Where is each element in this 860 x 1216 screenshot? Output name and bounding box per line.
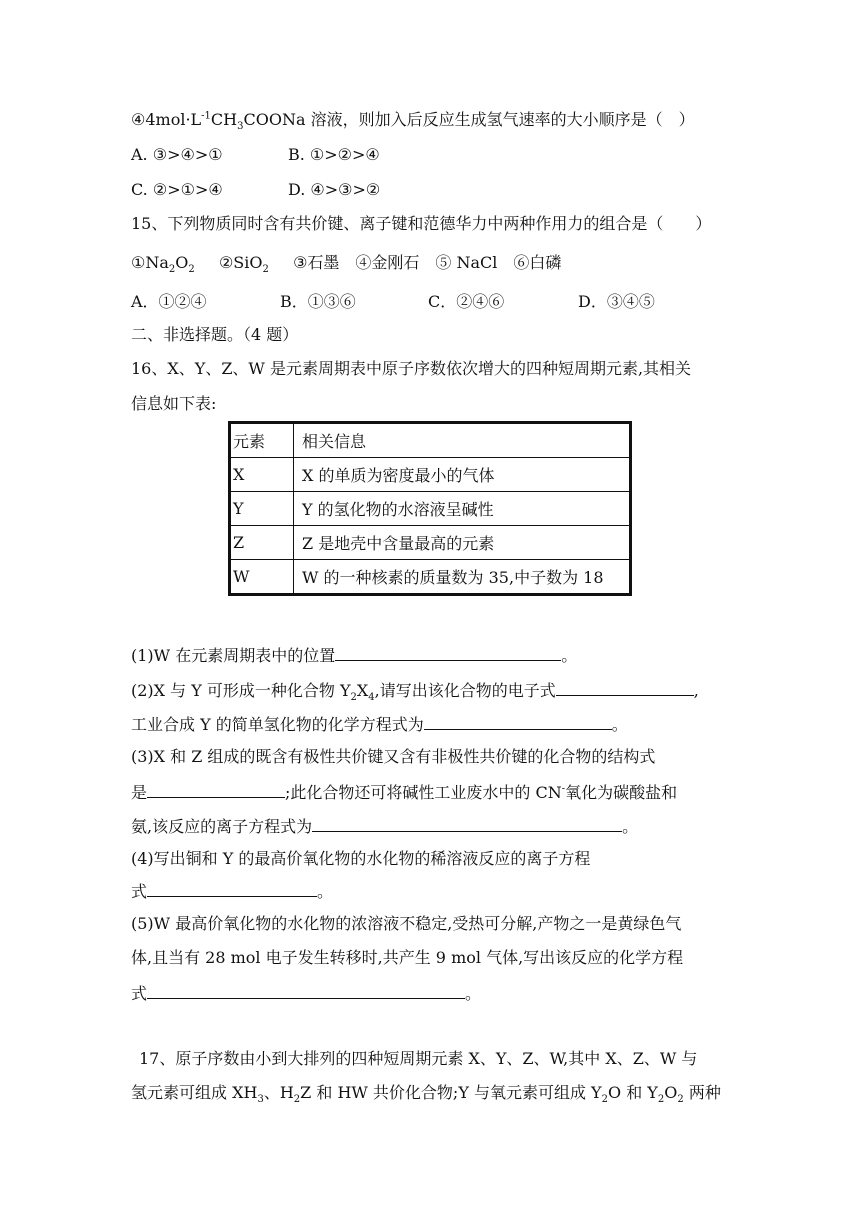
q15-option-a: A．①②④ [131, 292, 207, 311]
q15-option-d: D．③④⑤ [578, 292, 655, 311]
answer-blank[interactable] [147, 781, 285, 798]
q14-line: $④4mol\cdot L^{-1}CH_3COONa$ 溶液，则加入后反应生成氢气速率的大小顺序是（ ） [131, 110, 695, 133]
answer-blank[interactable] [147, 880, 317, 897]
q15-items: $①Na_2O_2$ ②SiO$_2$ ③石墨 ④金刚石 ⑤ NaCl ⑥白磷 [131, 253, 562, 276]
q17-line1: 17、原子序数由小到大排列的四种短周期元素 X、Y、Z、W,其中 X、Z、W 与 [139, 1049, 698, 1068]
table-row [230, 492, 631, 526]
table-cell: Z [230, 526, 294, 560]
q14-option-b: B. ①>②>④ [288, 145, 380, 164]
q14-option-a: A. ③>④>① [131, 145, 223, 164]
q16-part4b: 式 。 [131, 882, 334, 901]
table-cell: W 的一种核素的质量数为 35,中子数为 18 [294, 560, 631, 595]
answer-blank[interactable] [335, 644, 561, 661]
table-cell: Y [230, 492, 294, 526]
q14-option-c: C. ②>①>④ [131, 180, 223, 199]
table-row [230, 526, 631, 560]
q15-stem: 15、下列物质同时含有共价键、离子键和范德华力中两种作用力的组合是（ ） [131, 214, 712, 233]
q16-stem-line1: 16、X、Y、Z、W 是元素周期表中原子序数依次增大的四种短周期元素,其相关 [131, 359, 692, 378]
table-row [230, 560, 631, 595]
q16-part3: (3)X 和 Z 组成的既含有极性共价键又含有非极性共价键的化合物的结构式 [131, 747, 656, 766]
table-cell: Y 的氢化物的水溶液呈碱性 [294, 492, 631, 526]
q16-stem-line2: 信息如下表: [131, 394, 217, 413]
table-cell: Z 是地壳中含量最高的元素 [294, 526, 631, 560]
q16-part5: (5)W 最高价氧化物的水化物的浓溶液不稳定,受热可分解,产物之一是黄绿色气 [131, 914, 682, 933]
table-cell: X 的单质为密度最小的气体 [294, 458, 631, 492]
answer-blank[interactable] [312, 815, 622, 832]
q17-line2: 氢元素可组成 $XH_3$、$H_2Z$ 和 HW 共价化合物;Y 与氧元素可组成 $Y_2O$ 和 $Y_2O_2$ 两种 [131, 1083, 721, 1106]
q15-option-b: B．①③⑥ [280, 292, 356, 311]
q16-part4: (4)写出铜和 Y 的最高价氧化物的水化物的稀溶液反应的离子方程 [131, 849, 591, 868]
table-row [230, 458, 631, 492]
q14-option-d: D. ④>③>② [288, 180, 381, 199]
q16-part3c: 氨,该反应的离子方程式为 。 [131, 817, 639, 836]
table-header-cell: 相关信息 [294, 423, 631, 458]
answer-blank[interactable] [147, 982, 465, 999]
q16-part5c: 式 。 [131, 984, 482, 1003]
q16-part2: (2)X 与 Y 可形成一种化合物 $Y_2X_4$,请写出该化合物的电子式 , [131, 681, 699, 704]
q15-option-c: C．②④⑥ [428, 292, 505, 311]
q16-part5b: 体,且当有 28 mol 电子发生转移时,共产生 9 mol 气体,写出该反应的化学方程 [131, 948, 684, 967]
q16-part3b: 是 ;此化合物还可将碱性工业废水中的 CN-氧化为碳酸盐和 [131, 783, 678, 802]
q16-part1: (1)W 在元素周期表中的位置 。 [131, 646, 578, 665]
table-cell: W [230, 560, 294, 595]
element-info-table [228, 421, 632, 596]
table-cell: X [230, 458, 294, 492]
answer-blank[interactable] [424, 713, 612, 730]
table-header-cell: 元素 [230, 423, 294, 458]
section-heading: 二、非选择题。（4 题） [131, 325, 299, 344]
table-header-row [230, 423, 631, 458]
answer-blank[interactable] [556, 679, 694, 696]
q16-part2b: 工业合成 Y 的简单氢化物的化学方程式为 。 [131, 715, 628, 734]
